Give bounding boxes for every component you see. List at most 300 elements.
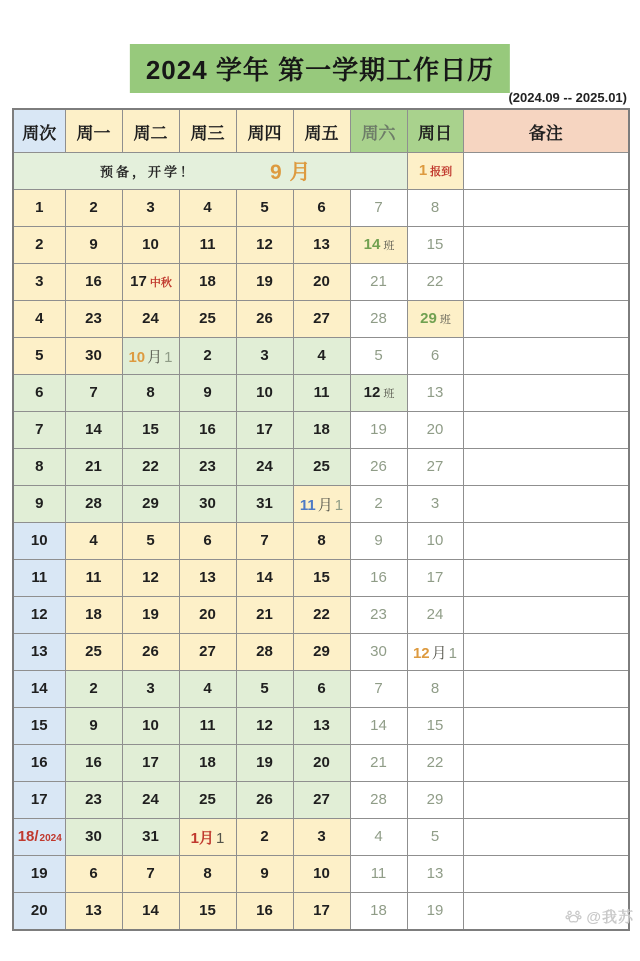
cell-text: 5 bbox=[260, 680, 269, 697]
cell-text: 10 bbox=[142, 236, 159, 253]
watermark bbox=[564, 906, 634, 927]
cell-text: 20 bbox=[313, 754, 330, 771]
cell-text: 23 bbox=[85, 791, 102, 808]
cell-text: 4 bbox=[35, 310, 44, 327]
day-cell bbox=[179, 634, 236, 671]
day-cell bbox=[350, 486, 407, 523]
day-cell bbox=[65, 449, 122, 486]
header-fri: 周五 bbox=[293, 109, 350, 153]
week-row bbox=[13, 264, 629, 301]
header-row bbox=[13, 109, 629, 153]
day-cell bbox=[179, 227, 236, 264]
cell-text: 1 bbox=[164, 348, 173, 366]
paw-icon bbox=[564, 907, 583, 926]
cell-text: 16 bbox=[370, 569, 387, 586]
day-cell bbox=[179, 745, 236, 782]
day-cell bbox=[350, 190, 407, 227]
cell-text: 7 bbox=[374, 680, 383, 697]
day-cell bbox=[122, 449, 179, 486]
cell-text: 4 bbox=[203, 680, 212, 697]
week-number-cell bbox=[13, 708, 65, 745]
week-row bbox=[13, 819, 629, 856]
day-cell bbox=[65, 523, 122, 560]
week-number-cell bbox=[13, 449, 65, 486]
remark-cell bbox=[463, 301, 629, 338]
day-cell bbox=[293, 412, 350, 449]
day-cell bbox=[236, 671, 293, 708]
day-cell-sun-report bbox=[407, 153, 463, 190]
cell-text: 14 bbox=[142, 902, 159, 919]
cell-text: 15 bbox=[199, 902, 216, 919]
week-row bbox=[13, 375, 629, 412]
cell-text: 4 bbox=[317, 347, 326, 364]
day-cell bbox=[407, 634, 463, 671]
cell-text: 25 bbox=[313, 458, 330, 475]
day-cell bbox=[122, 264, 179, 301]
cell-text: 4 bbox=[374, 828, 383, 845]
day-cell bbox=[350, 819, 407, 856]
remark-cell bbox=[463, 597, 629, 634]
day-cell bbox=[179, 708, 236, 745]
day-cell bbox=[179, 486, 236, 523]
september-note: 预备，开学！ bbox=[100, 164, 197, 180]
day-cell bbox=[122, 227, 179, 264]
week-number-cell bbox=[13, 634, 65, 671]
week-number-cell bbox=[13, 375, 65, 412]
cell-text: 24 bbox=[142, 310, 159, 327]
cell-text: 17 bbox=[142, 754, 159, 771]
remark-cell bbox=[463, 153, 629, 190]
cell-text: 1 bbox=[418, 162, 428, 179]
day-cell bbox=[236, 819, 293, 856]
cell-text: 14 bbox=[30, 680, 48, 697]
page-title: 2024 学年 第一学期工作日历 bbox=[130, 44, 510, 93]
cell-text: 3 bbox=[260, 347, 269, 364]
day-cell bbox=[236, 523, 293, 560]
cell-text: 19 bbox=[30, 865, 48, 882]
header-sat: 周六 bbox=[350, 109, 407, 153]
cell-text: 9 bbox=[203, 384, 212, 401]
week-row bbox=[13, 856, 629, 893]
cell-text: 25 bbox=[199, 310, 216, 327]
day-cell bbox=[122, 523, 179, 560]
day-cell bbox=[65, 708, 122, 745]
remark-cell bbox=[463, 560, 629, 597]
week-row bbox=[13, 671, 629, 708]
week-row bbox=[13, 597, 629, 634]
cell-text: 21 bbox=[85, 458, 102, 475]
day-cell bbox=[293, 486, 350, 523]
day-cell bbox=[350, 227, 407, 264]
week-number-cell bbox=[13, 227, 65, 264]
day-cell bbox=[122, 560, 179, 597]
day-cell bbox=[122, 190, 179, 227]
day-cell bbox=[236, 782, 293, 819]
cell-text: 10 bbox=[128, 348, 146, 366]
week-number-cell bbox=[13, 782, 65, 819]
day-cell bbox=[407, 708, 463, 745]
day-cell bbox=[179, 301, 236, 338]
day-cell bbox=[407, 671, 463, 708]
cell-text: 10 bbox=[426, 532, 444, 549]
day-cell bbox=[293, 560, 350, 597]
day-cell bbox=[293, 745, 350, 782]
week-number-cell bbox=[13, 301, 65, 338]
cell-text: 28 bbox=[370, 791, 387, 808]
cell-text: 13 bbox=[426, 384, 444, 401]
cell-text: 6 bbox=[89, 865, 98, 882]
cell-text: 1月 bbox=[190, 829, 214, 847]
cell-text: 3 bbox=[317, 828, 326, 845]
cell-text: 12 bbox=[256, 717, 273, 734]
day-cell bbox=[407, 745, 463, 782]
cell-text: 15 bbox=[426, 236, 444, 253]
header-sun: 周日 bbox=[407, 109, 463, 153]
remark-cell bbox=[463, 449, 629, 486]
cell-text: 1 bbox=[216, 829, 225, 847]
cell-text: 27 bbox=[313, 791, 330, 808]
day-cell bbox=[293, 893, 350, 931]
day-cell bbox=[407, 486, 463, 523]
day-cell bbox=[350, 856, 407, 893]
week-row bbox=[13, 338, 629, 375]
cell-text: 1 bbox=[35, 199, 44, 216]
cell-text: 20 bbox=[426, 421, 444, 438]
cell-text: 21 bbox=[370, 754, 387, 771]
cell-text: 班 bbox=[383, 240, 395, 252]
cell-text: 11 bbox=[313, 384, 330, 401]
day-cell bbox=[236, 597, 293, 634]
cell-text: 9 bbox=[374, 532, 383, 549]
cell-text: 26 bbox=[142, 643, 159, 660]
day-cell bbox=[236, 264, 293, 301]
cell-text: 24 bbox=[256, 458, 273, 475]
cell-text: 班 bbox=[439, 314, 451, 326]
cell-text: 19 bbox=[426, 902, 444, 919]
week-row bbox=[13, 560, 629, 597]
cell-text: 8 bbox=[35, 458, 44, 475]
cell-text: 18 bbox=[370, 902, 387, 919]
cell-text: 18 bbox=[199, 754, 216, 771]
remark-cell bbox=[463, 856, 629, 893]
week-number-cell bbox=[13, 190, 65, 227]
cell-text: 5 bbox=[374, 347, 383, 364]
header-wed: 周三 bbox=[179, 109, 236, 153]
cell-text: 10 bbox=[142, 717, 159, 734]
september-banner bbox=[13, 153, 407, 190]
day-cell bbox=[407, 560, 463, 597]
day-cell bbox=[350, 375, 407, 412]
day-cell bbox=[236, 227, 293, 264]
day-cell bbox=[293, 301, 350, 338]
week-row bbox=[13, 227, 629, 264]
cell-text: 2 bbox=[89, 680, 98, 697]
day-cell bbox=[65, 486, 122, 523]
day-cell bbox=[236, 449, 293, 486]
month-banner-row bbox=[13, 153, 629, 190]
day-cell bbox=[293, 597, 350, 634]
cell-text: 13 bbox=[85, 902, 102, 919]
remark-cell bbox=[463, 486, 629, 523]
remark-cell bbox=[463, 634, 629, 671]
day-cell bbox=[350, 523, 407, 560]
day-cell bbox=[65, 634, 122, 671]
day-cell bbox=[407, 338, 463, 375]
day-cell bbox=[65, 782, 122, 819]
cell-text: 23 bbox=[199, 458, 216, 475]
remark-cell bbox=[463, 745, 629, 782]
cell-text: 月 bbox=[431, 644, 447, 662]
cell-text: 9 bbox=[89, 236, 98, 253]
day-cell bbox=[236, 338, 293, 375]
day-cell bbox=[350, 560, 407, 597]
day-cell bbox=[122, 893, 179, 931]
day-cell bbox=[350, 338, 407, 375]
cell-text: 31 bbox=[142, 828, 159, 845]
day-cell bbox=[350, 634, 407, 671]
cell-text: 12 bbox=[363, 384, 381, 401]
cell-text: 9 bbox=[260, 865, 269, 882]
day-cell bbox=[293, 782, 350, 819]
cell-text: 26 bbox=[370, 458, 387, 475]
day-cell bbox=[236, 412, 293, 449]
day-cell bbox=[122, 338, 179, 375]
day-cell bbox=[350, 301, 407, 338]
day-cell bbox=[407, 449, 463, 486]
day-cell bbox=[65, 375, 122, 412]
day-cell bbox=[65, 264, 122, 301]
cell-text: 4 bbox=[89, 532, 98, 549]
cell-text: 19 bbox=[256, 273, 273, 290]
day-cell bbox=[179, 819, 236, 856]
cell-text: 23 bbox=[370, 606, 387, 623]
cell-text: 11 bbox=[31, 569, 48, 586]
cell-text: 16 bbox=[85, 754, 102, 771]
week-number-cell bbox=[13, 338, 65, 375]
day-cell bbox=[122, 745, 179, 782]
day-cell bbox=[65, 227, 122, 264]
cell-text: 6 bbox=[317, 680, 326, 697]
week-row bbox=[13, 634, 629, 671]
week-row bbox=[13, 190, 629, 227]
week-row bbox=[13, 745, 629, 782]
cell-text: 18 bbox=[313, 421, 330, 438]
cell-text: 19 bbox=[370, 421, 387, 438]
remark-cell bbox=[463, 523, 629, 560]
cell-text: 17 bbox=[313, 902, 330, 919]
cell-text: 27 bbox=[199, 643, 216, 660]
cell-text: 15 bbox=[313, 569, 330, 586]
week-row bbox=[13, 412, 629, 449]
cell-text: 月 bbox=[147, 348, 163, 366]
day-cell bbox=[236, 301, 293, 338]
cell-text: 11 bbox=[299, 496, 316, 514]
cell-text: 3 bbox=[35, 273, 44, 290]
cell-text: 8 bbox=[146, 384, 155, 401]
day-cell bbox=[293, 671, 350, 708]
cell-text: 28 bbox=[370, 310, 387, 327]
cell-text: 18 bbox=[85, 606, 102, 623]
remark-cell bbox=[463, 819, 629, 856]
day-cell bbox=[122, 375, 179, 412]
cell-text: 5 bbox=[260, 199, 269, 216]
day-cell bbox=[407, 856, 463, 893]
cell-text: 17 bbox=[130, 273, 147, 290]
day-cell bbox=[179, 338, 236, 375]
cell-text: 15 bbox=[426, 717, 444, 734]
day-cell bbox=[122, 708, 179, 745]
cell-text: 29 bbox=[420, 310, 437, 327]
cell-text: 2 bbox=[35, 236, 44, 253]
day-cell bbox=[407, 264, 463, 301]
cell-text: 26 bbox=[256, 791, 273, 808]
day-cell bbox=[350, 449, 407, 486]
day-cell bbox=[407, 412, 463, 449]
cell-text: 29 bbox=[142, 495, 159, 512]
header-remark: 备注 bbox=[463, 109, 629, 153]
cell-text: 9 bbox=[89, 717, 98, 734]
week-number-cell bbox=[13, 486, 65, 523]
cell-text: 11 bbox=[199, 236, 216, 253]
cell-text: 5 bbox=[430, 828, 440, 845]
day-cell bbox=[236, 634, 293, 671]
cell-text: 5 bbox=[146, 532, 155, 549]
header-thu: 周四 bbox=[236, 109, 293, 153]
cell-text: 7 bbox=[260, 532, 269, 549]
cell-text: 6 bbox=[430, 347, 440, 364]
cell-text: 16 bbox=[256, 902, 273, 919]
cell-text: 21 bbox=[370, 273, 387, 290]
cell-text: 7 bbox=[374, 199, 383, 216]
day-cell bbox=[179, 893, 236, 931]
cell-text: 18 bbox=[199, 273, 216, 290]
day-cell bbox=[350, 264, 407, 301]
cell-text: 29 bbox=[313, 643, 330, 660]
day-cell bbox=[122, 819, 179, 856]
cell-text: 12 bbox=[412, 644, 430, 662]
remark-cell bbox=[463, 264, 629, 301]
remark-cell bbox=[463, 375, 629, 412]
day-cell bbox=[407, 819, 463, 856]
day-cell bbox=[65, 190, 122, 227]
day-cell bbox=[407, 893, 463, 931]
cell-text: 30 bbox=[370, 643, 387, 660]
cell-text: 7 bbox=[146, 865, 155, 882]
day-cell bbox=[407, 301, 463, 338]
day-cell bbox=[179, 523, 236, 560]
cell-text: 7 bbox=[89, 384, 98, 401]
header-week: 周次 bbox=[13, 109, 65, 153]
cell-text: 26 bbox=[256, 310, 273, 327]
cell-text: 30 bbox=[85, 347, 102, 364]
cell-text: 班 bbox=[383, 388, 395, 400]
cell-text: 17 bbox=[256, 421, 273, 438]
day-cell bbox=[407, 782, 463, 819]
day-cell bbox=[236, 486, 293, 523]
cell-text: 4 bbox=[203, 199, 212, 216]
cell-text: 月 bbox=[317, 496, 333, 514]
day-cell bbox=[350, 597, 407, 634]
cell-text: 14 bbox=[363, 236, 381, 253]
day-cell bbox=[179, 560, 236, 597]
day-cell bbox=[407, 375, 463, 412]
day-cell bbox=[293, 523, 350, 560]
day-cell bbox=[236, 745, 293, 782]
day-cell bbox=[65, 301, 122, 338]
day-cell bbox=[236, 708, 293, 745]
day-cell bbox=[293, 819, 350, 856]
day-cell bbox=[236, 190, 293, 227]
cell-text: 15 bbox=[142, 421, 159, 438]
cell-text: 3 bbox=[146, 199, 155, 216]
day-cell bbox=[122, 412, 179, 449]
cell-text: 11 bbox=[199, 717, 216, 734]
day-cell bbox=[65, 597, 122, 634]
cell-text: 14 bbox=[256, 569, 273, 586]
header-tue: 周二 bbox=[122, 109, 179, 153]
day-cell bbox=[293, 227, 350, 264]
cell-text: 16 bbox=[85, 273, 102, 290]
day-cell bbox=[236, 375, 293, 412]
cell-text: 2 bbox=[89, 199, 98, 216]
remark-cell bbox=[463, 671, 629, 708]
week-row bbox=[13, 449, 629, 486]
day-cell bbox=[350, 782, 407, 819]
day-cell bbox=[293, 634, 350, 671]
cell-text: 18/ bbox=[17, 828, 39, 845]
day-cell bbox=[293, 264, 350, 301]
cell-text: 30 bbox=[85, 828, 102, 845]
day-cell bbox=[407, 523, 463, 560]
cell-text: 报到 bbox=[430, 166, 453, 178]
day-cell bbox=[179, 190, 236, 227]
remark-cell bbox=[463, 227, 629, 264]
day-cell bbox=[236, 893, 293, 931]
week-number-cell bbox=[13, 671, 65, 708]
cell-text: 3 bbox=[146, 680, 155, 697]
day-cell bbox=[179, 375, 236, 412]
day-cell bbox=[65, 893, 122, 931]
cell-text: 13 bbox=[313, 236, 330, 253]
cell-text: 27 bbox=[426, 458, 444, 475]
cell-text: 17 bbox=[426, 569, 444, 586]
day-cell bbox=[350, 745, 407, 782]
cell-text: 11 bbox=[370, 865, 387, 882]
day-cell bbox=[65, 412, 122, 449]
cell-text: 24 bbox=[426, 606, 444, 623]
day-cell bbox=[122, 301, 179, 338]
week-row bbox=[13, 523, 629, 560]
cell-text: 12 bbox=[256, 236, 273, 253]
cell-text: 16 bbox=[30, 754, 48, 771]
cell-text: 15 bbox=[30, 717, 48, 734]
day-cell bbox=[65, 338, 122, 375]
day-cell bbox=[179, 782, 236, 819]
cell-text: 1 bbox=[334, 496, 344, 514]
day-cell bbox=[65, 745, 122, 782]
cell-text: 13 bbox=[199, 569, 216, 586]
day-cell bbox=[65, 560, 122, 597]
cell-text: 13 bbox=[313, 717, 330, 734]
cell-text: 8 bbox=[203, 865, 212, 882]
day-cell bbox=[179, 412, 236, 449]
watermark-text: @我苏 bbox=[586, 909, 634, 926]
cell-text: 25 bbox=[199, 791, 216, 808]
remark-cell bbox=[463, 190, 629, 227]
day-cell bbox=[293, 856, 350, 893]
cell-text: 2 bbox=[260, 828, 269, 845]
cell-text: 21 bbox=[256, 606, 273, 623]
